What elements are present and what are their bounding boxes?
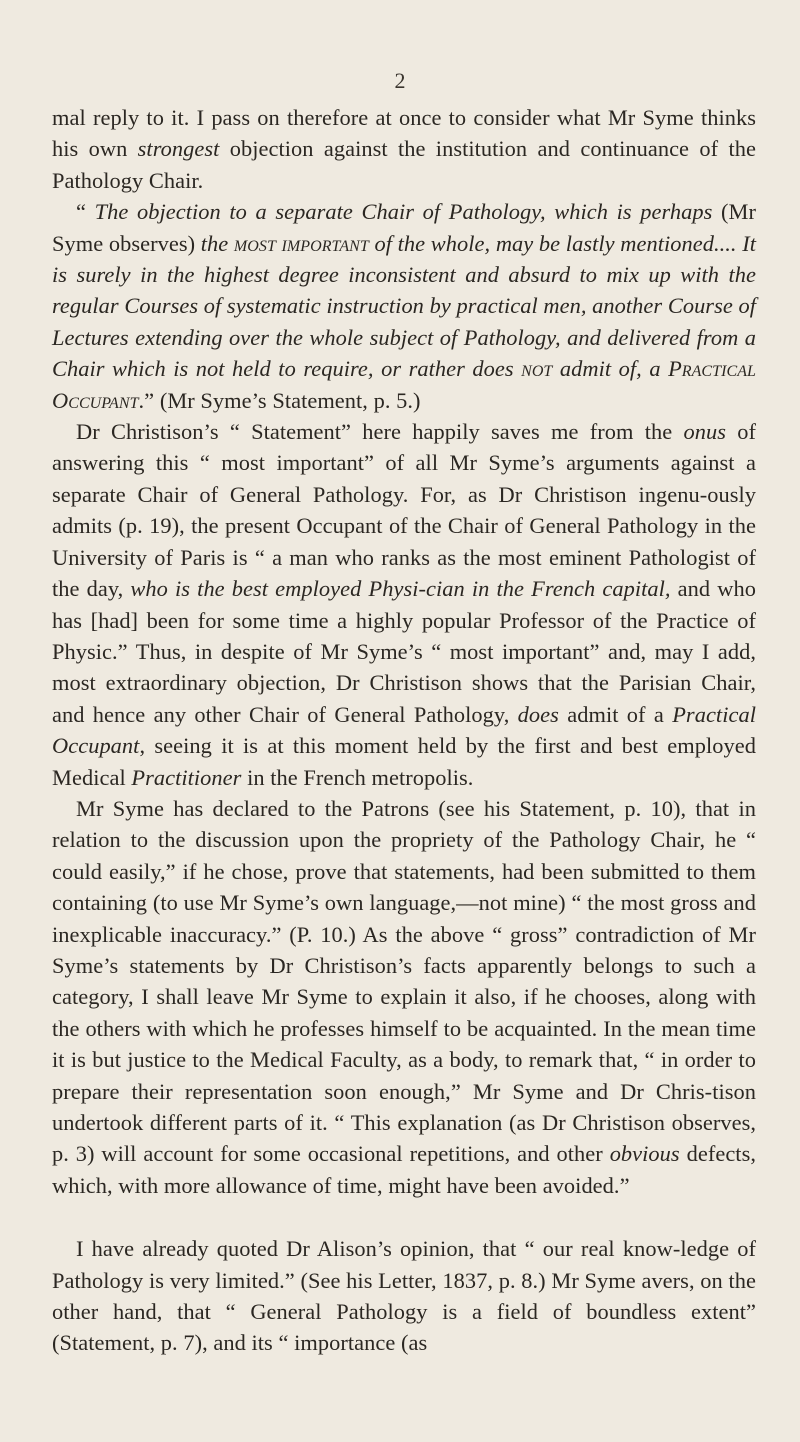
text-run: .” (Mr Syme’s Statement, p. 5.) bbox=[138, 387, 421, 413]
text-run: , seeing it is at this moment held by the first and best employed Medical bbox=[52, 733, 756, 790]
text-run: “ bbox=[76, 199, 95, 225]
italic-text: strongest bbox=[137, 136, 220, 162]
italic-text: admit of, a bbox=[552, 356, 669, 382]
italic-text: of the whole, may be lastly mentioned.... It is surely in the highest degree inconsistent and absurd to mix up with the regular Courses of systematic instruction by practical men, another Course of Lectures extending over the whole subject of Pathology, and delivered from a Chair which is not held to require, or rather does bbox=[52, 230, 757, 382]
italic-text: onus bbox=[683, 419, 726, 445]
text-run: Dr Christison’s “ Statement” here happily saves me from the bbox=[76, 419, 684, 445]
italic-text: the bbox=[200, 230, 234, 256]
text-run: of answering this “ most important” of all Mr Syme’s arguments against a separate Chair of General Pathology. For, as Dr Christison ingenu-ously admits (p. 19), the present Occupant of the Chair of General Pathology in the University of Paris is “ a man who ranks as the most eminent Pathologist of the day, bbox=[52, 419, 756, 602]
text-run: admit of a bbox=[558, 701, 673, 727]
body-text bbox=[52, 102, 756, 1359]
page-number: 2 bbox=[394, 68, 406, 93]
italic-text: who is the best employed Physi-cian in the French capital, bbox=[130, 576, 671, 602]
text-run: mal reply to it. I pass on therefore at once to consider what Mr Syme thinks his own bbox=[52, 105, 756, 162]
paragraph bbox=[52, 102, 756, 196]
text-run: Mr Syme has declared to the Patrons (see his Statement, p. 10), that in relation to the discussion upon the propriety of the Pathology Chair, he “ could easily,” if he chose, prove that statements, had been submitted to them containing (to use Mr Syme’s own language,—not mine) “ the most gross and inexplicable inaccuracy.” (P. 10.) As the above “ gross” contradiction of Mr Syme’s statements by Dr Christison’s facts apparently belongs to such a category, I shall leave Mr Syme to explain it also, if he chooses, along with the others with which he professes himself to be acquainted. In the mean time it is but justice to the Medical Faculty, as a body, to remark that, “ in order to prepare their representation soon enough,” Mr Syme and Dr Chris-tison undertook different parts of it. “ This explanation (as Dr Christison observes, p. 3) will account for some occasional repetitions, and other bbox=[52, 795, 756, 1167]
italic-text: does bbox=[517, 701, 559, 727]
text-run: defects, which, with more allowance of time, might have been avoided.” bbox=[52, 1141, 756, 1198]
italic-text: Practical Occupant bbox=[52, 701, 756, 759]
small-caps-text: not bbox=[521, 356, 553, 382]
text-run: I have already quoted Dr Alison’s opinion, that “ our real know-ledge of Pathology is very limited.” (See his Letter, 1837, p. 8.) Mr Syme avers, on the other hand, that “ General Pathology is a field of boundless extent” (Statement, p. 7), and its “ importance (as bbox=[52, 1236, 756, 1356]
paragraph bbox=[52, 416, 756, 793]
paragraph bbox=[52, 196, 756, 416]
small-caps-text: most important bbox=[233, 230, 369, 256]
italic-text: obvious bbox=[609, 1141, 680, 1167]
italic-text: Practitioner bbox=[131, 764, 242, 790]
text-run: objection against the institution and continuance of the Pathology Chair. bbox=[52, 136, 756, 193]
small-caps-text: Practical Occupant bbox=[52, 356, 756, 413]
text-run: (Mr Syme observes) bbox=[52, 199, 756, 256]
text-run: in the French metropolis. bbox=[241, 764, 474, 790]
paragraph bbox=[52, 1233, 756, 1359]
text-run: and who has [had] been for some time a highly popular Professor of the Practice of Physic.” Thus, in despite of Mr Syme’s “ most important” and, may I add, most extraordinary objection, Dr Christison shows that the Parisian Chair, and hence any other Chair of General Pathology, bbox=[52, 576, 756, 727]
paragraph bbox=[52, 793, 756, 1201]
italic-text: The objection to a separate Chair of Pathology, which is perhaps bbox=[94, 199, 713, 225]
